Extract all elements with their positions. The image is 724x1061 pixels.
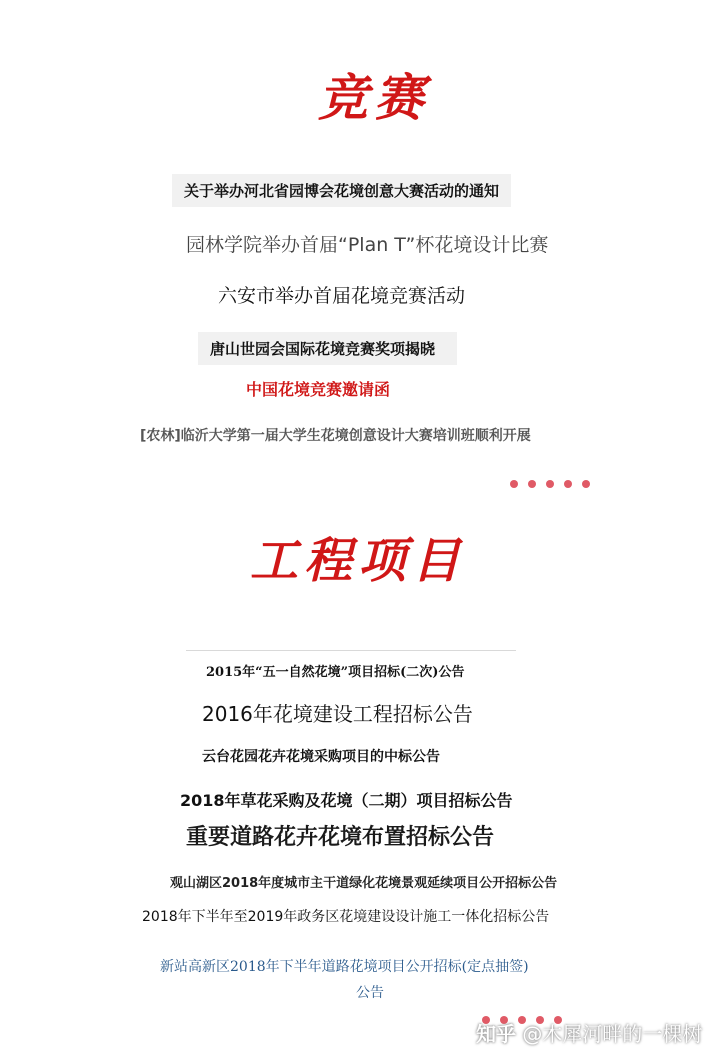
list-item[interactable]: 中国花境竞赛邀请函 <box>246 380 391 399</box>
dot-icon <box>564 480 572 488</box>
list-item[interactable]: 新站高新区2018年下半年道路花境项目公开招标(定点抽签) <box>160 959 529 975</box>
watermark-brand: 知乎 <box>476 1022 516 1046</box>
list-item[interactable]: 2018年草花采购及花境（二期）项目招标公告 <box>180 791 513 810</box>
list-item[interactable]: 2016年花境建设工程招标公告 <box>202 702 473 726</box>
list-item[interactable]: 六安市举办首届花境竞赛活动 <box>218 285 466 307</box>
section-heading-projects: 工程项目 <box>250 533 467 589</box>
list-item[interactable]: 2015年“五一自然花境”项目招标(二次)公告 <box>206 665 465 680</box>
list-item[interactable]: [农林]临沂大学第一届大学生花境创意设计大赛培训班顺利开展 <box>140 428 531 444</box>
list-item-continuation[interactable]: 公告 <box>356 985 384 1001</box>
list-item[interactable]: 云台花园花卉花境采购项目的中标公告 <box>202 749 440 765</box>
dot-icon <box>528 480 536 488</box>
list-item[interactable]: 关于举办河北省园博会花境创意大赛活动的通知 <box>172 174 511 207</box>
section-heading-competition: 竞赛 <box>318 68 430 127</box>
list-item[interactable]: 重要道路花卉花境布置招标公告 <box>186 825 495 850</box>
decorative-dots <box>510 480 590 488</box>
divider <box>186 650 516 651</box>
dot-icon <box>546 480 554 488</box>
watermark <box>476 1018 702 1047</box>
list-item[interactable]: 2018年下半年至2019年政务区花境建设设计施工一体化招标公告 <box>142 909 550 925</box>
list-item[interactable]: 园林学院举办首届“Plan T”杯花境设计比赛 <box>186 234 549 256</box>
dot-icon <box>582 480 590 488</box>
watermark-author: @木犀河畔的一棵树 <box>522 1022 703 1046</box>
dot-icon <box>510 480 518 488</box>
list-item[interactable]: 观山湖区2018年度城市主干道绿化花境景观延续项目公开招标公告 <box>170 876 558 891</box>
list-item[interactable]: 唐山世园会国际花境竞赛奖项揭晓 <box>198 332 457 365</box>
